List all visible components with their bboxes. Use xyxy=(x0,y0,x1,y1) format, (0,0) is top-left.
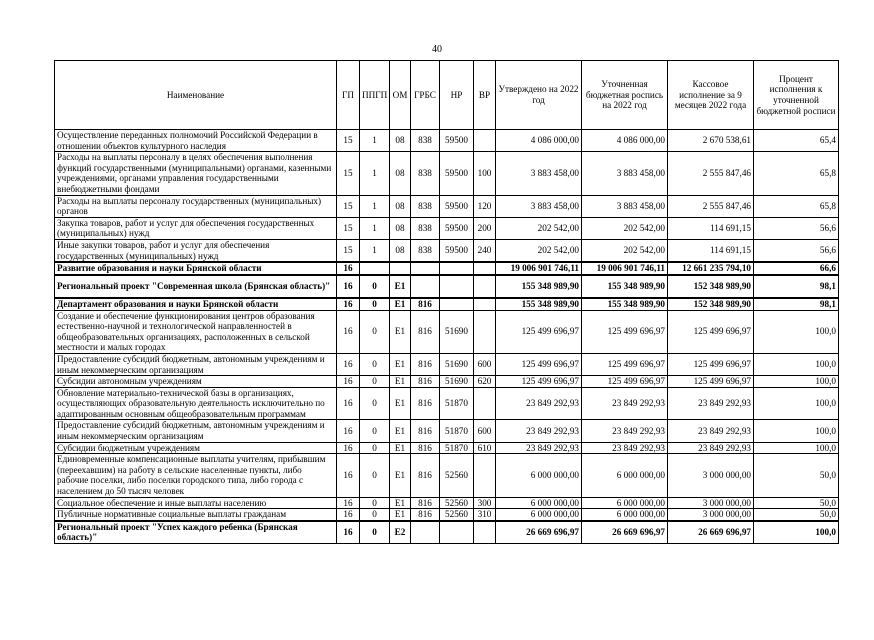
cell-cash: 152 348 989,90 xyxy=(668,298,754,310)
cell-percent: 100,0 xyxy=(754,521,839,544)
table-row xyxy=(55,376,839,388)
cell-om: E1 xyxy=(390,442,411,454)
cell-percent: 100,0 xyxy=(754,420,839,442)
cell-approved: 23 849 292,93 xyxy=(496,420,582,442)
table-row xyxy=(55,298,839,310)
cell-ppgp: 1 xyxy=(360,239,390,262)
cell-approved: 19 006 901 746,11 xyxy=(496,262,582,275)
cell-vr xyxy=(474,262,496,275)
header-np: НР xyxy=(440,61,474,130)
cell-cash: 23 849 292,93 xyxy=(668,442,754,454)
cell-vr: 120 xyxy=(474,195,496,217)
cell-name: Иные закупки товаров, работ и услуг для обеспечения государственных (муниципальных) нужд xyxy=(55,239,337,262)
cell-np xyxy=(440,275,474,298)
cell-cash: 125 499 696,97 xyxy=(668,376,754,388)
cell-gp: 16 xyxy=(337,420,360,442)
cell-ppgp: 0 xyxy=(360,420,390,442)
cell-grbs: 816 xyxy=(411,353,440,375)
cell-vr: 240 xyxy=(474,239,496,262)
cell-cash: 152 348 989,90 xyxy=(668,275,754,298)
table-body xyxy=(55,130,839,544)
cell-name: Региональный проект "Успех каждого ребенка (Брянская область)" xyxy=(55,521,337,544)
cell-cash: 114 691,15 xyxy=(668,217,754,239)
cell-percent: 98,1 xyxy=(754,298,839,310)
cell-om: 08 xyxy=(390,130,411,152)
table-row xyxy=(55,497,839,509)
cell-grbs: 838 xyxy=(411,152,440,195)
cell-refined: 23 849 292,93 xyxy=(582,420,668,442)
cell-percent: 56,6 xyxy=(754,239,839,262)
cell-ppgp xyxy=(360,262,390,275)
cell-refined: 202 542,00 xyxy=(582,217,668,239)
cell-percent: 100,0 xyxy=(754,387,839,420)
cell-name: Департамент образования и науки Брянской области xyxy=(55,298,337,310)
cell-om: E1 xyxy=(390,509,411,521)
cell-gp: 15 xyxy=(337,195,360,217)
cell-name: Предоставление субсидий бюджетным, автономным учреждениям и иным некоммерческим организациям xyxy=(55,420,337,442)
cell-percent: 50,0 xyxy=(754,454,839,497)
cell-refined: 23 849 292,93 xyxy=(582,387,668,420)
table-row xyxy=(55,195,839,217)
cell-approved: 155 348 989,90 xyxy=(496,298,582,310)
cell-refined: 19 006 901 746,11 xyxy=(582,262,668,275)
cell-cash: 2 670 538,61 xyxy=(668,130,754,152)
cell-np xyxy=(440,298,474,310)
cell-approved: 6 000 000,00 xyxy=(496,454,582,497)
header-ppgp: ППГП xyxy=(360,61,390,130)
cell-approved: 3 883 458,00 xyxy=(496,195,582,217)
cell-om: 08 xyxy=(390,152,411,195)
cell-ppgp: 0 xyxy=(360,275,390,298)
cell-grbs: 816 xyxy=(411,376,440,388)
cell-grbs: 838 xyxy=(411,195,440,217)
cell-om: E1 xyxy=(390,310,411,353)
cell-approved: 125 499 696,97 xyxy=(496,376,582,388)
cell-percent: 66,6 xyxy=(754,262,839,275)
cell-name: Обновление материально-технической базы в организациях, осуществляющих образовательную деятельность исключительно по адаптированным основным общеобразовательным программам xyxy=(55,387,337,420)
cell-refined: 125 499 696,97 xyxy=(582,376,668,388)
cell-om: E2 xyxy=(390,521,411,544)
header-name: Наименование xyxy=(55,61,337,130)
table-row xyxy=(55,262,839,275)
cell-vr: 600 xyxy=(474,420,496,442)
cell-ppgp: 0 xyxy=(360,454,390,497)
table-row xyxy=(55,454,839,497)
cell-approved: 26 669 696,97 xyxy=(496,521,582,544)
cell-gp: 16 xyxy=(337,353,360,375)
cell-name: Закупка товаров, работ и услуг для обеспечения государственных (муниципальных) нужд xyxy=(55,217,337,239)
cell-ppgp: 0 xyxy=(360,387,390,420)
cell-approved: 23 849 292,93 xyxy=(496,442,582,454)
cell-ppgp: 1 xyxy=(360,130,390,152)
cell-refined: 3 883 458,00 xyxy=(582,195,668,217)
cell-name: Предоставление субсидий бюджетным, автономным учреждениям и иным некоммерческим организациям xyxy=(55,353,337,375)
cell-name: Создание и обеспечение функционирования центров образования естественно-научной и технологической направленностей в общеобразовательных организациях, расположенных в сельской местности и малых городах xyxy=(55,310,337,353)
header-gp: ГП xyxy=(337,61,360,130)
cell-gp: 16 xyxy=(337,442,360,454)
cell-np: 52560 xyxy=(440,509,474,521)
cell-approved: 125 499 696,97 xyxy=(496,310,582,353)
header-percent: Процент исполнения к уточненной бюджетной росписи xyxy=(754,61,839,130)
cell-om: E1 xyxy=(390,454,411,497)
cell-gp: 16 xyxy=(337,521,360,544)
cell-ppgp: 0 xyxy=(360,298,390,310)
cell-percent: 100,0 xyxy=(754,376,839,388)
cell-vr xyxy=(474,521,496,544)
cell-ppgp: 0 xyxy=(360,353,390,375)
table-row xyxy=(55,420,839,442)
cell-refined: 155 348 989,90 xyxy=(582,298,668,310)
cell-name: Расходы на выплаты персоналу государственных (муниципальных) органов xyxy=(55,195,337,217)
cell-grbs: 816 xyxy=(411,509,440,521)
cell-refined: 6 000 000,00 xyxy=(582,497,668,509)
cell-grbs: 816 xyxy=(411,420,440,442)
cell-approved: 6 000 000,00 xyxy=(496,497,582,509)
cell-gp: 16 xyxy=(337,387,360,420)
cell-approved: 6 000 000,00 xyxy=(496,509,582,521)
cell-vr: 100 xyxy=(474,152,496,195)
cell-grbs xyxy=(411,521,440,544)
cell-cash: 2 555 847,46 xyxy=(668,152,754,195)
cell-cash: 3 000 000,00 xyxy=(668,497,754,509)
cell-cash: 114 691,15 xyxy=(668,239,754,262)
cell-name: Региональный проект "Современная школа (Брянская область)" xyxy=(55,275,337,298)
cell-om: E1 xyxy=(390,497,411,509)
cell-refined: 6 000 000,00 xyxy=(582,454,668,497)
cell-cash: 12 661 235 794,10 xyxy=(668,262,754,275)
cell-np: 59500 xyxy=(440,217,474,239)
cell-cash: 26 669 696,97 xyxy=(668,521,754,544)
cell-gp: 15 xyxy=(337,239,360,262)
cell-om: E1 xyxy=(390,298,411,310)
cell-refined: 125 499 696,97 xyxy=(582,310,668,353)
cell-cash: 125 499 696,97 xyxy=(668,353,754,375)
cell-np: 59500 xyxy=(440,152,474,195)
table-row xyxy=(55,275,839,298)
cell-vr: 310 xyxy=(474,509,496,521)
cell-np xyxy=(440,521,474,544)
cell-percent: 100,0 xyxy=(754,353,839,375)
cell-grbs xyxy=(411,262,440,275)
cell-np: 59500 xyxy=(440,130,474,152)
cell-name: Социальное обеспечение и иные выплаты населению xyxy=(55,497,337,509)
header-cash: Кассовое исполнение за 9 месяцев 2022 года xyxy=(668,61,754,130)
cell-refined: 23 849 292,93 xyxy=(582,442,668,454)
cell-grbs: 816 xyxy=(411,298,440,310)
cell-cash: 3 000 000,00 xyxy=(668,454,754,497)
cell-percent: 65,8 xyxy=(754,152,839,195)
cell-approved: 202 542,00 xyxy=(496,239,582,262)
table-row xyxy=(55,442,839,454)
cell-np: 51690 xyxy=(440,310,474,353)
cell-np xyxy=(440,262,474,275)
cell-grbs: 838 xyxy=(411,130,440,152)
cell-gp: 16 xyxy=(337,275,360,298)
cell-vr: 610 xyxy=(474,442,496,454)
cell-ppgp: 0 xyxy=(360,310,390,353)
cell-gp: 15 xyxy=(337,130,360,152)
cell-percent: 100,0 xyxy=(754,310,839,353)
cell-grbs: 838 xyxy=(411,239,440,262)
cell-gp: 16 xyxy=(337,310,360,353)
cell-gp: 16 xyxy=(337,497,360,509)
cell-np: 59500 xyxy=(440,195,474,217)
table-row xyxy=(55,239,839,262)
cell-approved: 23 849 292,93 xyxy=(496,387,582,420)
cell-cash: 23 849 292,93 xyxy=(668,420,754,442)
table-row xyxy=(55,217,839,239)
cell-approved: 4 086 000,00 xyxy=(496,130,582,152)
table-row xyxy=(55,509,839,521)
cell-vr: 600 xyxy=(474,353,496,375)
cell-gp: 15 xyxy=(337,217,360,239)
cell-grbs xyxy=(411,275,440,298)
cell-cash: 23 849 292,93 xyxy=(668,387,754,420)
cell-vr: 300 xyxy=(474,497,496,509)
table-row xyxy=(55,310,839,353)
cell-om xyxy=(390,262,411,275)
cell-np: 51870 xyxy=(440,420,474,442)
cell-name: Осуществление переданных полномочий Российской Федерации в отношении объектов культурного наследия xyxy=(55,130,337,152)
cell-name: Единовременные компенсационные выплаты учителям, прибывшим (переехавшим) на работу в сельские населенные пункты, либо рабочие поселки, либо поселки городского типа, либо города с населением до 50 тысяч человек xyxy=(55,454,337,497)
cell-ppgp: 1 xyxy=(360,152,390,195)
cell-ppgp: 1 xyxy=(360,195,390,217)
cell-np: 52560 xyxy=(440,497,474,509)
cell-om: 08 xyxy=(390,217,411,239)
cell-ppgp: 0 xyxy=(360,442,390,454)
header-grbs: ГРБС xyxy=(411,61,440,130)
table-row xyxy=(55,387,839,420)
cell-vr xyxy=(474,130,496,152)
cell-cash: 2 555 847,46 xyxy=(668,195,754,217)
cell-approved: 3 883 458,00 xyxy=(496,152,582,195)
cell-cash: 3 000 000,00 xyxy=(668,509,754,521)
cell-ppgp: 0 xyxy=(360,509,390,521)
cell-refined: 4 086 000,00 xyxy=(582,130,668,152)
cell-grbs: 816 xyxy=(411,442,440,454)
cell-ppgp: 1 xyxy=(360,217,390,239)
cell-om: E1 xyxy=(390,353,411,375)
cell-np: 51870 xyxy=(440,442,474,454)
cell-gp: 16 xyxy=(337,509,360,521)
cell-percent: 98,1 xyxy=(754,275,839,298)
cell-ppgp: 0 xyxy=(360,376,390,388)
cell-cash: 125 499 696,97 xyxy=(668,310,754,353)
cell-percent: 65,8 xyxy=(754,195,839,217)
cell-name: Публичные нормативные социальные выплаты гражданам xyxy=(55,509,337,521)
cell-grbs: 816 xyxy=(411,454,440,497)
table-row xyxy=(55,353,839,375)
cell-ppgp: 0 xyxy=(360,497,390,509)
cell-refined: 3 883 458,00 xyxy=(582,152,668,195)
cell-percent: 56,6 xyxy=(754,217,839,239)
header-approved: Утверждено на 2022 год xyxy=(496,61,582,130)
cell-vr: 200 xyxy=(474,217,496,239)
cell-name: Субсидии бюджетным учреждениям xyxy=(55,442,337,454)
table-row xyxy=(55,130,839,152)
cell-refined: 26 669 696,97 xyxy=(582,521,668,544)
cell-percent: 100,0 xyxy=(754,442,839,454)
cell-gp: 16 xyxy=(337,376,360,388)
header-row xyxy=(55,61,839,130)
cell-approved: 202 542,00 xyxy=(496,217,582,239)
cell-gp: 16 xyxy=(337,298,360,310)
cell-gp: 16 xyxy=(337,454,360,497)
cell-vr: 620 xyxy=(474,376,496,388)
cell-approved: 125 499 696,97 xyxy=(496,353,582,375)
header-refined: Уточненная бюджетная роспись на 2022 год xyxy=(582,61,668,130)
cell-percent: 50,0 xyxy=(754,509,839,521)
page-number: 40 xyxy=(432,44,442,55)
cell-np: 51690 xyxy=(440,376,474,388)
cell-grbs: 816 xyxy=(411,497,440,509)
cell-np: 59500 xyxy=(440,239,474,262)
header-vr: ВР xyxy=(474,61,496,130)
table-row xyxy=(55,152,839,195)
cell-name: Субсидии автономным учреждениям xyxy=(55,376,337,388)
cell-refined: 125 499 696,97 xyxy=(582,353,668,375)
cell-om: E1 xyxy=(390,376,411,388)
header-om: ОМ xyxy=(390,61,411,130)
cell-ppgp: 0 xyxy=(360,521,390,544)
cell-refined: 202 542,00 xyxy=(582,239,668,262)
cell-percent: 65,4 xyxy=(754,130,839,152)
cell-name: Развитие образования и науки Брянской области xyxy=(55,262,337,275)
cell-om: 08 xyxy=(390,195,411,217)
cell-vr xyxy=(474,275,496,298)
cell-om: 08 xyxy=(390,239,411,262)
cell-refined: 155 348 989,90 xyxy=(582,275,668,298)
cell-np: 51870 xyxy=(440,387,474,420)
table-row xyxy=(55,521,839,544)
cell-grbs: 816 xyxy=(411,387,440,420)
cell-om: E1 xyxy=(390,420,411,442)
cell-grbs: 816 xyxy=(411,310,440,353)
cell-name: Расходы на выплаты персоналу в целях обеспечения выполнения функций государственными (муниципальными) органами, казенными учреждениями, органами управления государственными внебюджетными фондами xyxy=(55,152,337,195)
cell-np: 52560 xyxy=(440,454,474,497)
cell-vr xyxy=(474,454,496,497)
cell-refined: 6 000 000,00 xyxy=(582,509,668,521)
cell-percent: 50,0 xyxy=(754,497,839,509)
budget-table xyxy=(54,60,839,544)
cell-om: E1 xyxy=(390,387,411,420)
cell-vr xyxy=(474,310,496,353)
cell-np: 51690 xyxy=(440,353,474,375)
cell-grbs: 838 xyxy=(411,217,440,239)
cell-vr xyxy=(474,298,496,310)
cell-vr xyxy=(474,387,496,420)
cell-om: E1 xyxy=(390,275,411,298)
cell-approved: 155 348 989,90 xyxy=(496,275,582,298)
cell-gp: 15 xyxy=(337,152,360,195)
cell-gp: 16 xyxy=(337,262,360,275)
